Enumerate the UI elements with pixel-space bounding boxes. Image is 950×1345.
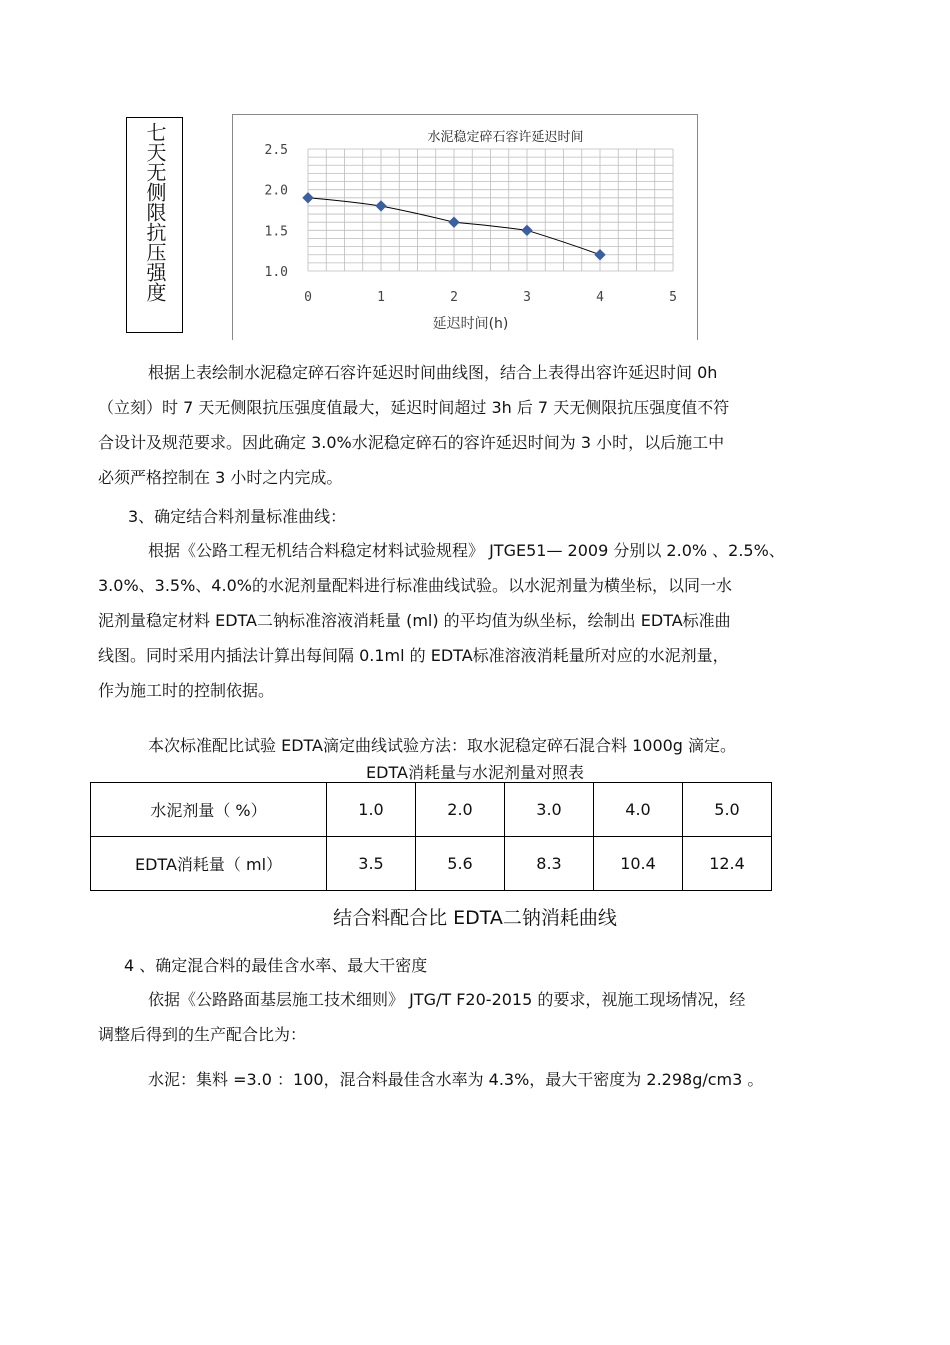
table-row-header: 水泥剂量（ %） [91, 783, 327, 837]
x-tick-label: 1 [377, 290, 385, 305]
table-cell: 8.3 [505, 837, 594, 891]
data-point [595, 250, 605, 260]
y-tick-label: 1.0 [264, 265, 288, 280]
x-axis-label: 延迟时间(h) [432, 316, 509, 332]
para1-line: （立刻）时 7 天无侧限抗压强度值最大，延迟时间超过 3h 后 7 天无侧限抗压强度值不符 [98, 398, 730, 417]
paragraph-standard-curve [98, 533, 838, 708]
table-cell: 5.0 [683, 783, 772, 837]
table-row-header: EDTA消耗量（ ml） [91, 837, 327, 891]
table-row [91, 783, 772, 837]
x-tick-label: 3 [523, 290, 531, 305]
section-heading-3: 3、确定结合料剂量标准曲线： [128, 507, 347, 526]
paragraph-test-method: 本次标准配比试验 EDTA滴定曲线试验方法：取水泥稳定碎石混合料 1000g 滴定。 [148, 736, 737, 755]
para1-line: 根据上表绘制水泥稳定碎石容许延迟时间曲线图，结合上表得出容许延迟时间 0h [148, 363, 718, 382]
paragraph-delay-conclusion [98, 355, 838, 495]
table-cell: 1.0 [327, 783, 416, 837]
x-tick-label: 5 [669, 290, 677, 305]
para1-line: 必须严格控制在 3 小时之内完成。 [98, 468, 343, 487]
y-tick-label: 2.5 [264, 143, 288, 158]
data-point [449, 217, 459, 227]
x-tick-label: 2 [450, 290, 458, 305]
data-point [303, 193, 313, 203]
x-tick-label: 0 [304, 290, 312, 305]
para2-line: 线图。同时采用内插法计算出每间隔 0.1ml 的 EDTA标准溶液消耗量所对应的水泥剂量， [98, 646, 729, 665]
delay-time-chart [232, 114, 698, 340]
para2-line: 3.0%、3.5%、4.0%的水泥剂量配料进行标准曲线试验。以水泥剂量为横坐标，以同一水 [98, 576, 732, 595]
para1-line: 合设计及规范要求。因此确定 3.0%水泥稳定碎石的容许延迟时间为 3 小时，以后施工中 [98, 433, 725, 452]
table-cell: 3.0 [505, 783, 594, 837]
x-tick-label: 4 [596, 290, 604, 305]
chart-canvas [233, 115, 699, 341]
paragraph-mix-ratio [98, 982, 838, 1052]
para4-line: 依据《公路路面基层施工技术细则》 JTG/T F20-2015 的要求，视施工现场情况，经 [148, 990, 746, 1009]
table-cell: 2.0 [416, 783, 505, 837]
para2-line: 根据《公路工程无机结合料稳定材料试验规程》 JTGE51— 2009 分别以 2.0% 、2.5%、 [148, 541, 785, 560]
chart-title: 水泥稳定碎石容许延迟时间 [427, 130, 584, 145]
data-point [522, 225, 532, 235]
para4-line: 调整后得到的生产配合比为： [98, 1025, 307, 1044]
table-row [91, 837, 772, 891]
table-cell: 5.6 [416, 837, 505, 891]
chart-y-axis-label: 七天无侧限抗压强度 [126, 117, 183, 333]
table-cell: 4.0 [594, 783, 683, 837]
table-title: EDTA消耗量与水泥剂量对照表 [366, 763, 584, 782]
curve-caption: 结合料配合比 EDTA二钠消耗曲线 [333, 907, 617, 929]
para2-line: 泥剂量稳定材料 EDTA二钠标准溶液消耗量 (ml) 的平均值为纵坐标，绘制出 EDTA标准曲 [98, 611, 731, 630]
table-cell: 10.4 [594, 837, 683, 891]
table-cell: 12.4 [683, 837, 772, 891]
paragraph-final-result: 水泥：集料 =3.0 ：100，混合料最佳含水率为 4.3%，最大干密度为 2.298g/cm3 。 [148, 1070, 764, 1089]
table-cell: 3.5 [327, 837, 416, 891]
data-point [376, 201, 386, 211]
section-heading-4: 4 、确定混合料的最佳含水率、最大干密度 [124, 956, 428, 975]
y-tick-label: 1.5 [264, 224, 288, 240]
edta-table [90, 782, 772, 891]
y-tick-label: 2.0 [264, 183, 288, 199]
para2-line: 作为施工时的控制依据。 [98, 681, 275, 700]
